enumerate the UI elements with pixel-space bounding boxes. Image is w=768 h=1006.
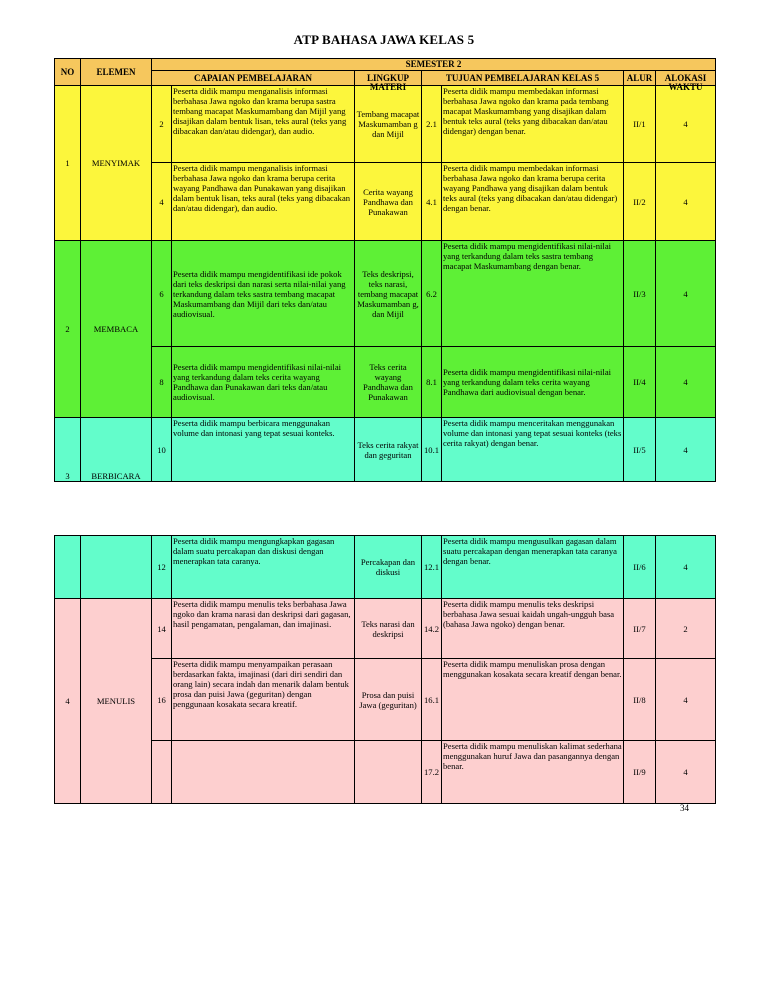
header-alokasi-waktu: ALOKASI WAKTU: [656, 71, 716, 86]
alokasi-waktu: 4: [656, 86, 716, 163]
atp-table-part-2: [54, 535, 716, 804]
alokasi-waktu: 4: [656, 347, 716, 418]
tp-text: Peserta didik mampu membedakan informasi berbahasa Jawa ngoko dan krama berupa cerita wayang Pandhawa yang disajikan dalam bentuk teks aural (teks yang dibacakan dan/atau didengar) dengan benar.: [442, 163, 624, 241]
table-row: [55, 536, 716, 599]
cp-number: 8: [152, 347, 172, 418]
element-no: 4: [55, 599, 81, 804]
cp-number: 14: [152, 599, 172, 659]
cp-number: [152, 741, 172, 804]
element-name: MENULIS: [81, 599, 152, 804]
tp-text: Peserta didik mampu menuliskan prosa dengan menggunakan kosakata secara kreatif dengan benar.: [442, 659, 624, 741]
element-name: MEMBACA: [81, 241, 152, 418]
element-no-continued: [55, 536, 81, 599]
cp-text: Peserta didik mampu mengungkapkan gagasan dalam suatu percakapan dan diskusi dengan menerapkan tata caranya.: [172, 536, 355, 599]
cp-number: 10: [152, 418, 172, 482]
alur: II/9: [624, 741, 656, 804]
tp-text: Peserta didik mampu mengidentifikasi nilai-nilai yang terkandung dalam teks cerita wayang Pandhawa dari audiovisual dengan benar.: [442, 347, 624, 418]
tp-text: Peserta didik mampu menceritakan menggunakan volume dan intonasi yang tepat sesuai konteks (teks cerita rakyat) dengan benar.: [442, 418, 624, 482]
tp-text: Peserta didik mampu mengusulkan gagasan dalam suatu percakapan dengan menerapkan tata caranya dengan benar.: [442, 536, 624, 599]
element-name: MENYIMAK: [81, 86, 152, 241]
table-row: [55, 659, 716, 741]
cp-number: 4: [152, 163, 172, 241]
alur: II/7: [624, 599, 656, 659]
tp-text: Peserta didik mampu membedakan informasi berbahasa Jawa ngoko dan krama pada tembang macapat Maskumambang yang disajikan dalam bentuk teks aural (teks yang dibacakan dan/atau didengar) dengan benar.: [442, 86, 624, 163]
alokasi-waktu: 4: [656, 418, 716, 482]
table-row: [55, 163, 716, 241]
header-capaian: CAPAIAN PEMBELAJARAN: [152, 71, 355, 86]
alur: II/5: [624, 418, 656, 482]
cp-text: Peserta didik mampu berbicara menggunakan volume dan intonasi yang tepat sesuai konteks.: [172, 418, 355, 482]
header-semester: SEMESTER 2: [152, 59, 716, 71]
tp-text: Peserta didik mampu menulis teks deskripsi berbahasa Jawa sesuai kaidah ungah-ungguh basa (bahasa Jawa ngoko) dengan benar.: [442, 599, 624, 659]
document-title: ATP BAHASA JAWA KELAS 5: [293, 32, 475, 47]
lingkup-materi: Cerita wayang Pandhawa dan Punakawan: [355, 163, 422, 241]
tp-number: 10.1: [422, 418, 442, 482]
tp-number: 14.2: [422, 599, 442, 659]
cp-number: 2: [152, 86, 172, 163]
tp-number: 2.1: [422, 86, 442, 163]
alokasi-waktu: 4: [656, 659, 716, 741]
cp-text: [172, 741, 355, 804]
tp-text: Peserta didik mampu mengidentifikasi nilai-nilai yang terkandung dalam teks sastra tembang macapat Maskumambang dengan benar.: [442, 241, 624, 347]
lingkup-materi: Prosa dan puisi Jawa (geguritan): [355, 659, 422, 741]
alur: II/1: [624, 86, 656, 163]
cp-text: Peserta didik mampu mengidentifikasi nilai-nilai yang terkandung dalam teks cerita wayang Pandhawa dan Punakawan dari teks dan/atau audiovisual.: [172, 347, 355, 418]
lingkup-materi: Teks cerita rakyat dan geguritan: [355, 418, 422, 482]
cp-text: Peserta didik mampu menulis teks berbahasa Jawa ngoko dan krama narasi dan deskripsi dari gagasan, hasil pengamatan, pengalaman, dan imajinasi.: [172, 599, 355, 659]
element-no: 2: [55, 241, 81, 418]
alur: II/4: [624, 347, 656, 418]
header-lingkup-materi: LINGKUP MATERI: [355, 71, 422, 86]
lingkup-materi: [355, 741, 422, 804]
lingkup-materi: Percakapan dan diskusi: [355, 536, 422, 599]
header-elemen: ELEMEN: [81, 59, 152, 86]
header-alur: ALUR: [624, 71, 656, 86]
cp-text: Peserta didik mampu mengidentifikasi ide pokok dari teks deskripsi dan narasi serta nilai-nilai yang terkandung dalam teks sastra tembang macapat Maskumambang dan Mijil dari teks dan/atau audiovisual.: [172, 241, 355, 347]
header-no: NO: [55, 59, 81, 86]
element-name: BERBICARA: [81, 418, 152, 482]
element-no: 3: [55, 418, 81, 482]
cp-number: 16: [152, 659, 172, 741]
lingkup-materi: Teks cerita wayang Pandhawa dan Punakawan: [355, 347, 422, 418]
table-row: [55, 418, 716, 482]
header-tujuan: TUJUAN PEMBELAJARAN KELAS 5: [422, 71, 624, 86]
lingkup-materi: Tembang macapat Maskumamban g dan Mijil: [355, 86, 422, 163]
cp-text: Peserta didik mampu menganalisis informasi berbahasa Jawa ngoko dan krama berupa sastra tembang macapat Maskumambang dan Mijil yang disajikan dalam bentuk lisan, teks aural (teks yang dibacakan dan/atau didengar), dan audio.: [172, 86, 355, 163]
alur: II/2: [624, 163, 656, 241]
page-number: 34: [680, 803, 689, 813]
cp-text: Peserta didik mampu menyampaikan perasaan berdasarkan fakta, imajinasi (dari diri sendiri dan orang lain) secara indah dan menarik dalam bentuk prosa dan puisi Jawa (geguritan) dengan penggunaan kosakata secara kreatif.: [172, 659, 355, 741]
alur: II/6: [624, 536, 656, 599]
alur: II/3: [624, 241, 656, 347]
tp-number: 12.1: [422, 536, 442, 599]
cp-text: Peserta didik mampu menganalisis informasi berbahasa Jawa ngoko dan krama berupa cerita wayang Pandhawa dan Punakawan yang disajikan dalam bentuk lisan, teks aural (teks yang dibacakan dan/atau didengar), dan audio.: [172, 163, 355, 241]
table-row: [55, 86, 716, 163]
table-row: [55, 599, 716, 659]
tp-number: 4.1: [422, 163, 442, 241]
cp-number: 6: [152, 241, 172, 347]
tp-number: 8.1: [422, 347, 442, 418]
lingkup-materi: Teks deskripsi, teks narasi, tembang macapat Maskumamban g, dan Mijil: [355, 241, 422, 347]
element-name-continued: [81, 536, 152, 599]
tp-text: Peserta didik mampu menuliskan kalimat sederhana menggunakan huruf Jawa dan pasangannya dengan benar.: [442, 741, 624, 804]
alokasi-waktu: 4: [656, 163, 716, 241]
alokasi-waktu: 4: [656, 536, 716, 599]
tp-number: 6.2: [422, 241, 442, 347]
alokasi-waktu: 2: [656, 599, 716, 659]
table-row: [55, 347, 716, 418]
tp-number: 16.1: [422, 659, 442, 741]
table-row: [55, 241, 716, 347]
atp-table-part-1: [54, 58, 716, 482]
alokasi-waktu: 4: [656, 241, 716, 347]
element-no: 1: [55, 86, 81, 241]
lingkup-materi: Teks narasi dan deskripsi: [355, 599, 422, 659]
alokasi-waktu: 4: [656, 741, 716, 804]
tp-number: 17.2: [422, 741, 442, 804]
alur: II/8: [624, 659, 656, 741]
cp-number: 12: [152, 536, 172, 599]
table-row: [55, 741, 716, 804]
